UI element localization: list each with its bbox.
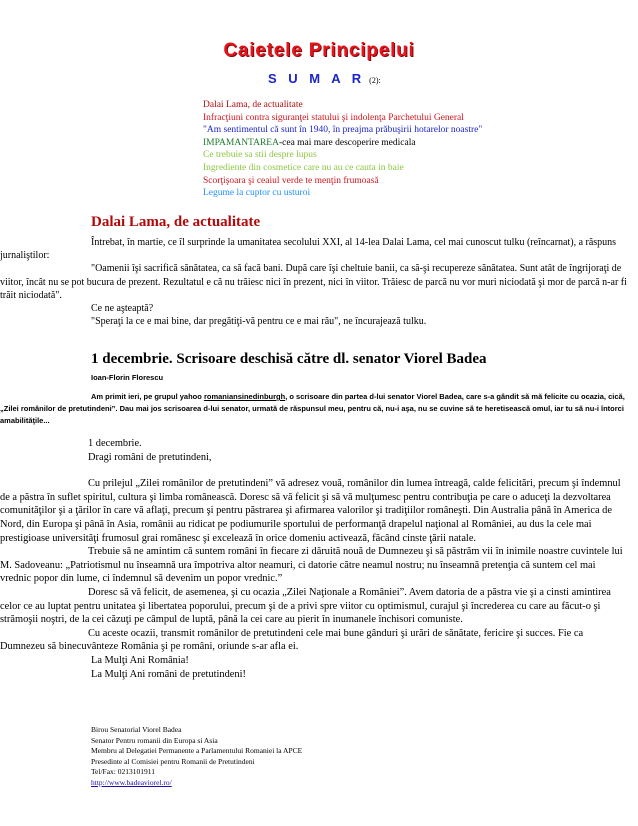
toc-item-scortisoara[interactable]: Scorţişoara şi ceaiul verde te menţin frumoasă xyxy=(203,175,379,186)
letter-greeting: Dragi români de pretutindeni, xyxy=(88,451,212,463)
yahoo-group-link[interactable]: romaniansinedinburgh xyxy=(203,392,286,401)
article-1-paragraph: Întrebat, în martie, ce îl surprinde la umanitatea secolului XXI, al 14-lea Dalai Lama, cel mai cunoscut tulku (reîncarnat), a răspuns jurnaliştilor: xyxy=(0,237,617,262)
signature-line: Tel/Fax: 0213101911 xyxy=(91,767,155,777)
toc-item-sentimentul-1940[interactable]: "Am sentimentul că sunt în 1940, în preajma prăbuşirii hotarelor noastre" xyxy=(203,125,483,136)
letter-closing-1: La Mulţi Ani România! xyxy=(91,654,189,666)
toc-item-legume[interactable]: Legume la cuptor cu usturoi xyxy=(203,188,311,199)
toc-item-ingrediente[interactable]: Ingrediente din cosmetice care nu au ce cauta in baie xyxy=(203,162,404,173)
sumar-word: S U M A R xyxy=(268,71,366,86)
toc-item-lupus[interactable]: Ce trebuie sa stii despre lupus xyxy=(203,150,317,161)
letter-closing-2: La Mulţi Ani români de pretutindeni! xyxy=(91,668,246,680)
table-of-contents xyxy=(203,99,482,200)
signature-line: Birou Senatorial Viorel Badea xyxy=(91,725,182,734)
article-2-author: Ioan-Florin Florescu xyxy=(91,373,164,382)
article-1-quote: "Oamenii îşi sacrifică sănătatea, ca să facă bani. După care îşi cheltuie banii, ca să-şi recupereze sănătatea. Sunt atât de îngrijoraţi de viitor, încât nu se pot bucura de prezent. Rezultatul e că nu trăiesc nici în prezent, nici în viitor. Trăiesc de parcă nu vor muri niciodată şi mor de parcă n-ar fi trăit niciodată". xyxy=(0,263,627,301)
letter-paragraph-2: Trebuie să ne amintim că suntem români în fiecare zi dăruită nouă de Dumnezeu şi să păstrăm vii în inimile noastre cuvintele lui M. Sadoveanu: „Patriotismul nu înseamnă ura împotriva altor neamuri, ci datorie către neamul nostru; nu înseamnă pretenţia că suntem cel mai vrednic popor din lume, ci îndemnul să devenim un popor vrednic.” xyxy=(0,546,623,585)
sumar-number: (2): xyxy=(369,76,381,85)
letter-paragraph-1: Cu prilejul „Zilei românilor de pretutindeni” vă adresez vouă, românilor din lumea întreagă, calde felicitări, precum şi îndemnul de a păstra în suflet spiritul, cultura şi limba românească. Doresc să vă felicit şi să vă mulţumesc pentru contribuţia pe care o aduceţi la dezvoltarea comunităţilor şi a ţărilor în care vă aflaţi, precum şi pentru păstrarea şi afirmarea valorilor şi tradiţiilor româneşti. Din Australia până în America de Nord, din Europa şi până în Asia, românii au ridicat pe podiumurile sportului de performanţă drapelul naţional al României, au dus la cele mai prestigioase universităţi frumosul grai românesc şi excelează în orice domeniu activează, făcând cinste ţării natale. xyxy=(0,478,621,544)
article-2-intro: Am primit ieri, pe grupul yahoo romaniansinedinburgh, o scrisoare din partea d-lui senator Viorel Badea, care s-a gândit să mă felicite cu ocazia, cică, „Zilei românilor de pretutindeni”. Dau mai jos scrisoarea d-lui senator, urmată de răspunsul meu, pentru că, nu-i aşa, nu se cuvine să te heretisească omul, iar tu să nu-i întorci amabilităţile... xyxy=(0,392,625,425)
article-1-question: Ce ne aşteaptă? xyxy=(91,303,154,315)
letter-body xyxy=(0,437,628,681)
letter-date: 1 decembrie. xyxy=(88,438,142,449)
toc-item-dalai-lama[interactable]: Dalai Lama, de actualitate xyxy=(203,100,303,110)
signature-line: Membru al Delegatiei Permanente a Parlamentului Romaniei la APCE xyxy=(91,746,303,756)
article-1-body xyxy=(0,236,636,328)
article-2-title: 1 decembrie. Scrisoare deschisă către dl. senator Viorel Badea xyxy=(91,351,487,367)
toc-item-impamantarea[interactable]: IMPAMANTAREA-cea mai mare descoperire medicala xyxy=(203,137,416,148)
toc-item-impamantarea-rest: -cea mai mare descoperire medicala xyxy=(278,137,416,148)
website-link[interactable]: http://www.badeaviorel.ro/ xyxy=(91,777,172,787)
signature-line: Presedinte al Comisiei pentru Romanii de Pretutindeni xyxy=(91,756,255,766)
article-1-title: Dalai Lama, de actualitate xyxy=(91,214,261,230)
article-1-closing: "Speraţi la ce e mai bine, dar pregătiţi-vă pentru ce e mai rău", ne încurajează tulku. xyxy=(91,316,427,328)
publication-title: Caietele Principelui xyxy=(223,40,415,61)
signature-block xyxy=(91,725,302,789)
sumar-heading xyxy=(268,70,381,88)
signature-line: Senator Pentru romanii din Europa si Asia xyxy=(91,735,218,745)
letter-paragraph-4: Cu aceste ocazii, transmit românilor de pretutindeni cele mai bune gânduri şi urări de sănătate, fericire şi succes. Fie ca Dumnezeu să binecuvânteze România şi pe români, oriunde s-ar afla ei. xyxy=(0,627,584,653)
toc-item-infractiuni[interactable]: Infracţiuni contra siguranţei statului şi indolenţa Parchetului General xyxy=(203,112,464,123)
letter-paragraph-3: Doresc să vă felicit, de asemenea, şi cu ocazia „Zilei Naţionale a României”. Avem datoria de a păstra vie şi a cinsti amintirea celor ce au luptat pentru unitatea şi libertatea poporului, precum şi de a privi spre viitor cu optimismul, curajul şi încrederea cu care au făcut-o şi strămoşii noştri, de la cei căzuţi pe câmpul de luptă, până la cei care au pierit în inumanele închisori comuniste. xyxy=(0,586,611,626)
